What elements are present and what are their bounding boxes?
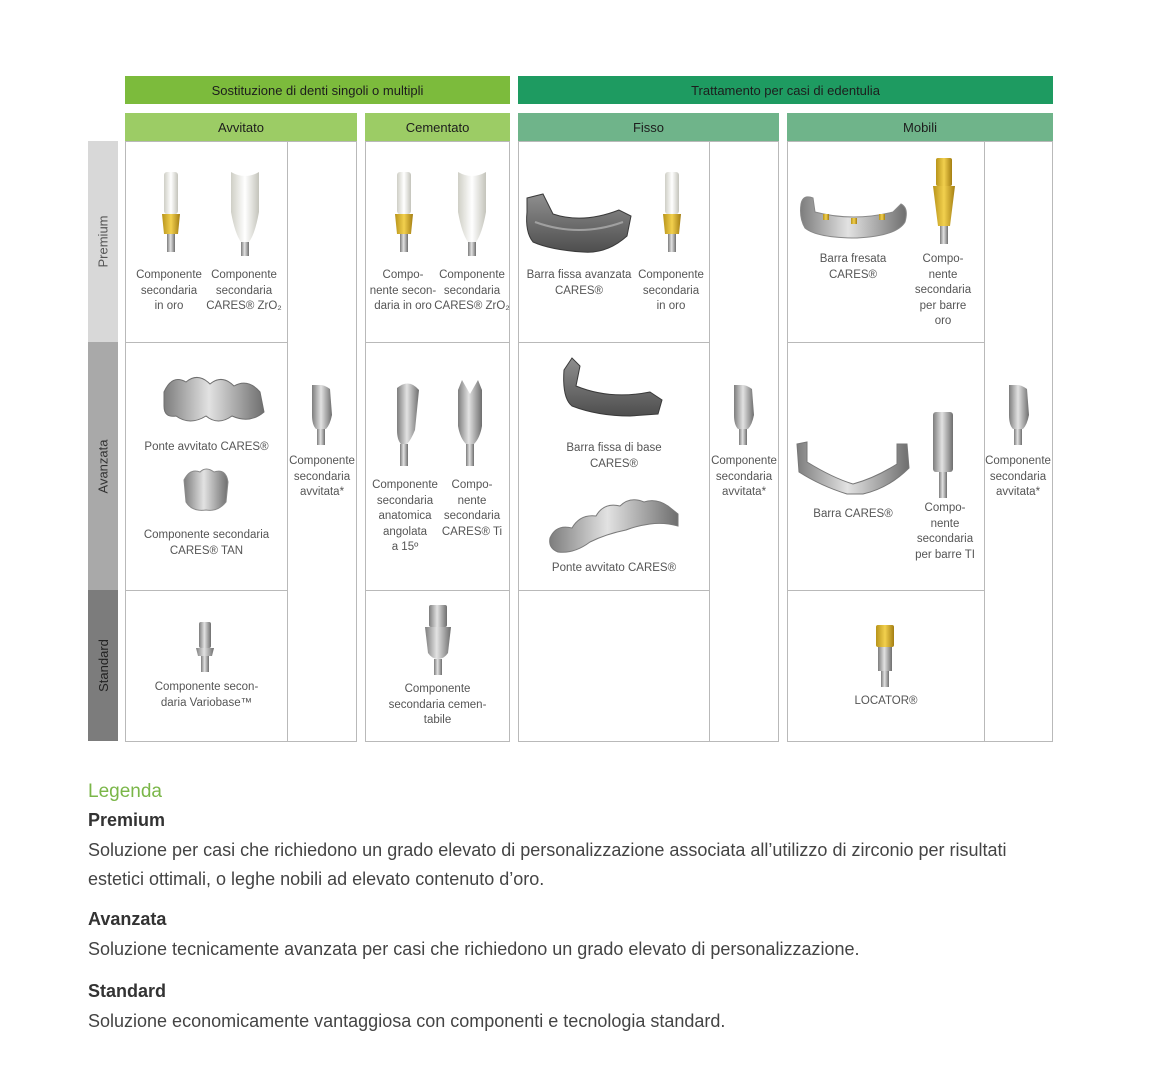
legend-premium-title: Premium — [88, 810, 166, 830]
label-anatomica-15: Componente secondaria anatomica angolata a 15º — [372, 479, 438, 553]
label-cares-ti: Compo- nente secondaria CARES® Ti — [441, 479, 503, 538]
gold-abutment-icon — [659, 172, 685, 262]
titanium-abutment-icon — [194, 622, 216, 674]
label-barra-fissa-avanzata: Barra fissa avanzata CARES® — [526, 269, 632, 297]
subheader-cementato: Cementato — [365, 113, 510, 141]
label-cementato-zro2: Componente secondaria CARES® ZrO₂ — [434, 269, 510, 312]
legend-title: Legenda — [88, 781, 162, 802]
bar-icon — [558, 356, 668, 428]
label-ponte-avvitato: Ponte avvitato CARES® — [144, 441, 269, 453]
cell-fisso-standard — [518, 590, 710, 742]
legend-avanzata-title: Avanzata — [88, 909, 167, 929]
locator-icon — [873, 625, 897, 689]
level-premium: Premium — [88, 141, 118, 342]
titanium-abutment-icon — [422, 605, 454, 677]
bridge-icon — [160, 372, 268, 428]
label-mobili-right: Componente secondaria avvitata* — [985, 455, 1051, 498]
label-cementabile: Componente secondaria cemen- tabile — [388, 683, 487, 726]
bar-icon — [523, 192, 635, 260]
level-avanzata: Avanzata — [88, 342, 118, 590]
label-variobase: Componente secon- daria Variobase™ — [154, 681, 259, 709]
label-avvitato-gold: Componente secondaria in oro — [136, 269, 202, 312]
titanium-abutment-icon — [306, 385, 336, 447]
subheader-avvitato: Avvitato — [125, 113, 357, 141]
label-barra-cares: Barra CARES® — [813, 508, 893, 520]
level-standard: Standard — [88, 590, 118, 741]
header-edentulia: Trattamento per casi di edentulia — [518, 76, 1053, 104]
label-avvitato-zro2: Componente secondaria CARES® ZrO₂ — [206, 269, 282, 312]
titanium-abutment-icon — [389, 382, 423, 468]
label-locator: LOCATOR® — [854, 695, 918, 707]
label-ponte-avvitato-fisso: Ponte avvitato CARES® — [551, 562, 677, 574]
subheader-mobili: Mobili — [787, 113, 1053, 141]
titanium-abutment-icon — [452, 380, 488, 468]
subheader-fisso: Fisso — [518, 113, 779, 141]
label-barre-oro: Compo- nente secondaria per barre oro — [914, 253, 972, 327]
header-single-multiple: Sostituzione di denti singoli o multipli — [125, 76, 510, 104]
bar-icon — [797, 192, 909, 244]
label-fisso-right: Componente secondaria avvitata* — [711, 455, 777, 498]
gold-abutment-icon — [930, 158, 958, 246]
gold-abutment-icon — [158, 172, 184, 262]
bar-icon — [793, 438, 913, 498]
crown-icon — [180, 466, 232, 514]
legend-standard-title: Standard — [88, 981, 167, 1001]
label-avvitato-right: Componente secondaria avvitata* — [289, 455, 355, 498]
label-barra-fissa-base: Barra fissa di base CARES® — [566, 442, 662, 470]
zirconia-abutment-icon — [452, 172, 492, 262]
titanium-abutment-icon — [929, 412, 957, 500]
gold-abutment-icon — [391, 172, 417, 262]
zirconia-abutment-icon — [225, 172, 265, 262]
bridge-icon — [546, 494, 682, 556]
label-barre-ti: Compo- nente secondaria per barre TI — [915, 502, 975, 561]
label-cares-tan: Componente secondaria CARES® TAN — [143, 529, 270, 557]
titanium-abutment-icon — [1003, 385, 1033, 447]
titanium-abutment-icon — [728, 385, 758, 447]
label-fisso-gold: Componente secondaria in oro — [638, 269, 704, 312]
label-barra-fresata: Barra fresata CARES® — [819, 253, 887, 281]
label-cementato-gold: Compo- nente secon- daria in oro — [369, 269, 437, 312]
legend-standard-text: Soluzione economicamente vantaggiosa con componenti e tecnologia standard. — [88, 1011, 726, 1031]
legend-premium-text: Soluzione per casi che richiedono un grado elevato di personalizzazione associata all’utilizzo di zirconio per risultati estetici ottimali, o leghe nobili ad elevato contenuto d’oro. — [88, 840, 1007, 889]
legend-avanzata-text: Soluzione tecnicamente avanzata per casi che richiedono un grado elevato di personalizzazione. — [88, 939, 860, 959]
